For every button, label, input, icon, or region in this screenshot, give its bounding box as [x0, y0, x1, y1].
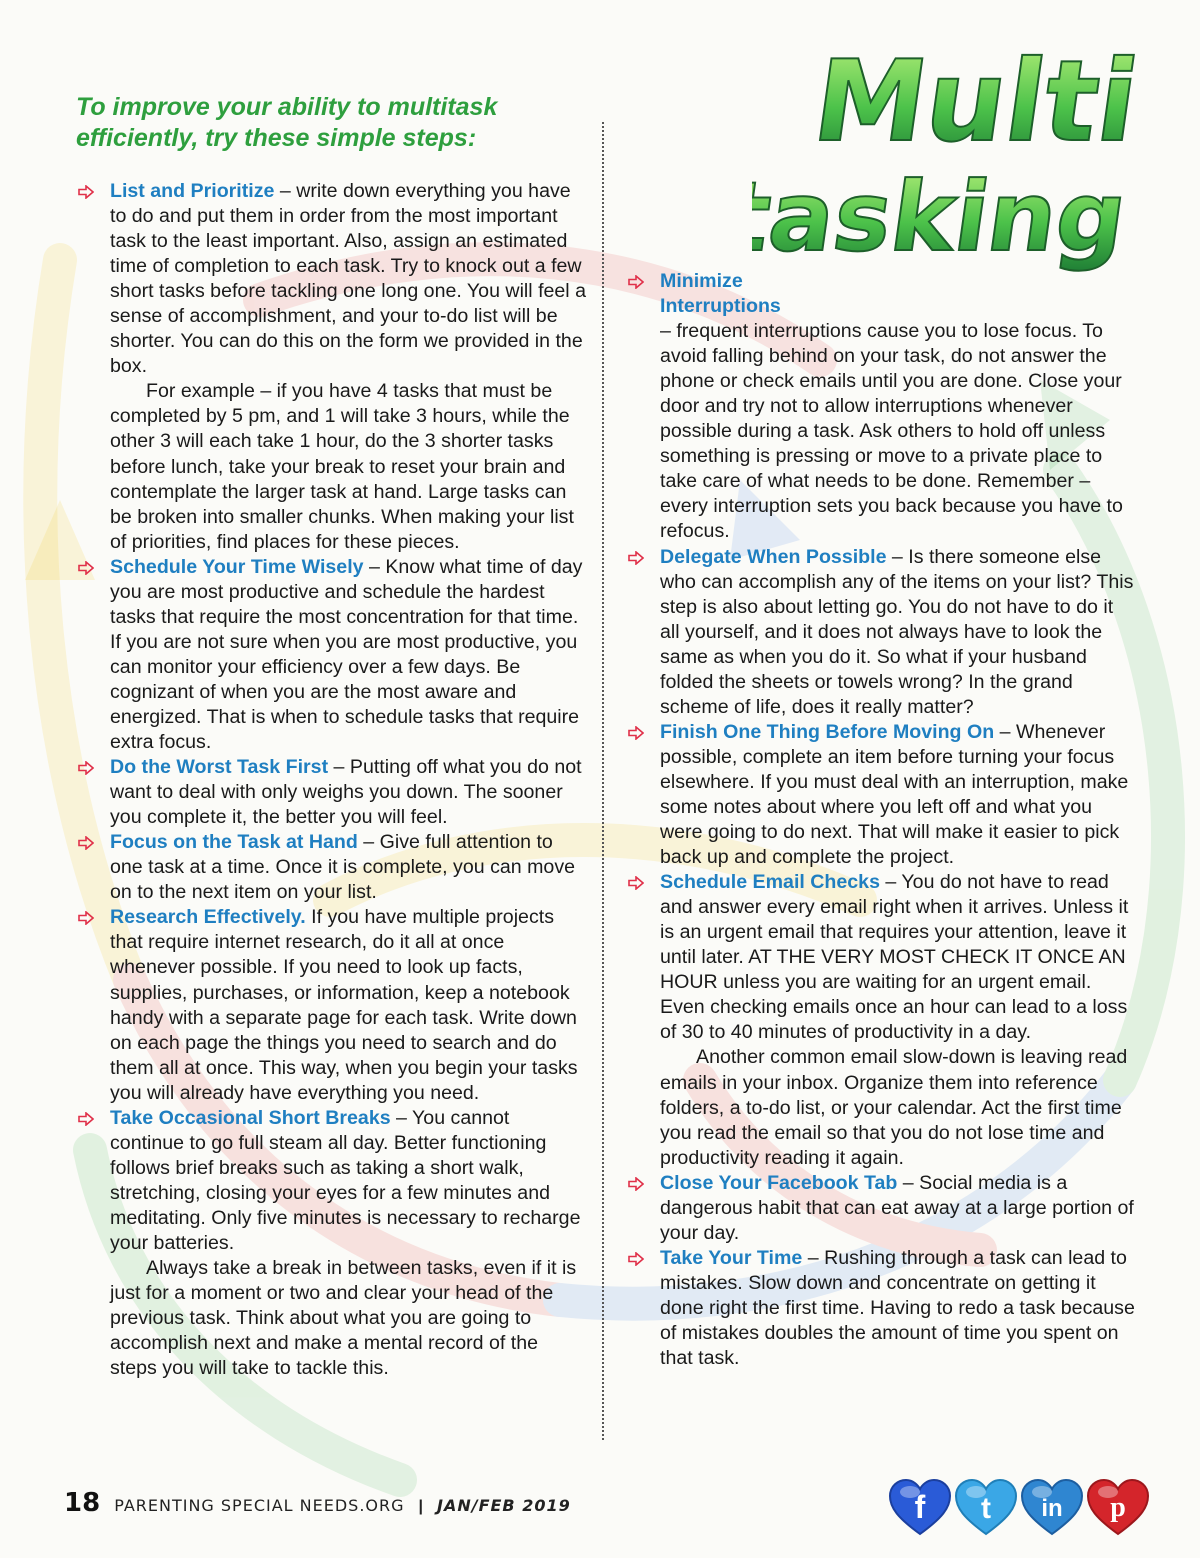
step-body: – frequent interruptions cause you to lose focus. To avoid falling behind on your task, do not answer the phone or check emails until you are done. Close your door and try not to allow interruptions whenever possible during a task. Ask others to hold off unless something is pressing or move to a private place to take care of what needs to be done. Remember – every interruption sets you back because you have to refocus. — [660, 320, 1123, 543]
svg-text:f: f — [914, 1489, 926, 1525]
pinterest-icon[interactable] — [1086, 1476, 1150, 1540]
list-item-delegate — [628, 545, 1138, 720]
linkedin-icon[interactable] — [1020, 1476, 1084, 1540]
step-heading: Research Effectively. — [110, 906, 306, 929]
step-heading: List and Prioritize — [110, 180, 275, 202]
step-body: – write down everything you have to do and put them in order from the most important task to the least important. Also, assign an estimated time of completion to each task. Try to knock out a few short tasks before tackling one long one. You will feel a sense of accomplishment, and your to-do list will be shorter. You can do this on the form we provided in the box. — [110, 180, 586, 378]
step-heading: Finish One Thing Before Moving On — [660, 720, 995, 743]
step-heading: Focus on the Task at Hand — [110, 831, 358, 854]
twitter-icon[interactable] — [954, 1476, 1018, 1540]
step-body: – Rushing through a task can lead to mistakes. Slow down and concentrate on getting it done right the first time. Having to redo a task because of mistakes doubles the amount of time you spent on that task. — [660, 1246, 1135, 1370]
list-item-research — [78, 905, 588, 1105]
intro-heading: To improve your ability to multitask efficiently, try these simple steps: — [76, 93, 498, 152]
multitasking-title — [752, 28, 1172, 278]
title-line-2: tasking — [752, 160, 1134, 273]
step-body: – You do not have to read and answer every email right when it arrives. Unless it is an urgent email that requires your attention, leave it until later. AT THE VERY MOST CHECK IT ONCE AN HOUR unless you are waiting for an urgent email. Even checking emails once an hour can lead to a loss of 30 to 40 minutes of productivity in a day. — [660, 871, 1129, 1044]
publication-name: PARENTING SPECIAL NEEDS.ORG — [114, 1496, 405, 1515]
list-item-worst-task — [78, 755, 588, 830]
title-graphic — [752, 28, 1172, 278]
step-heading-line-2: Interruptions — [660, 295, 781, 318]
arrow-bullet-icon — [78, 561, 94, 575]
step-body: If you have multiple projects that require internet research, do it all at once whenever possible. If you need to look up facts, supplies, purchases, or information, keep a notebook handy with a separate page for each task. Write down on each page the things you need to search and do them all at once. This way, when you begin your tasks you will already have everything you need. — [110, 906, 578, 1104]
step-heading: Take Occasional Short Breaks — [110, 1106, 391, 1129]
arrow-bullet-icon — [78, 836, 94, 850]
step-body: – Social media is a dangerous habit that can eat away at a large portion of your day. — [660, 1171, 1134, 1244]
list-item-facebook — [628, 1171, 1138, 1246]
arrow-bullet-icon — [628, 551, 644, 565]
arrow-bullet-icon — [628, 275, 644, 289]
example-paragraph: For example – if you have 4 tasks that must be completed by 5 pm, and 1 will take 3 hours, while the other 3 will each take 1 hour, do the 3 shorter tasks before lunch, take your break to reset your brain and contemplate the larger task at hand. Large tasks can be broken into smaller chunks. When making your list of priorities, find places for these pieces. — [110, 380, 574, 553]
list-item-email — [628, 870, 1138, 1171]
step-heading: Schedule Your Time Wisely — [110, 555, 364, 578]
step-heading: Take Your Time — [660, 1246, 803, 1269]
step-heading: Schedule Email Checks — [660, 871, 880, 894]
list-item-take-time — [628, 1246, 1138, 1371]
left-column — [78, 179, 588, 1381]
step-body: – Putting off what you do not want to deal with only weighs you down. The sooner you complete it, the better you will feel. — [110, 756, 582, 829]
step-body: – Know what time of day you are most productive and schedule the hardest tasks that require the most concentration for that time. If you are not sure when you are most productive, you can monitor your efficiency over a few days. Be cognizant of when you are the most aware and energized. That is when to schedule tasks that require extra focus. — [110, 555, 583, 754]
arrow-bullet-icon — [628, 1177, 644, 1191]
arrow-bullet-icon — [628, 1252, 644, 1266]
svg-text:p: p — [1110, 1492, 1126, 1523]
arrow-bullet-icon — [78, 911, 94, 925]
step-heading: Close Your Facebook Tab — [660, 1171, 898, 1194]
breaks-extra-paragraph: Always take a break in between tasks, even if it is just for a moment or two and clear your head of the previous task. Think about what you are going to accomplish next and make a mental record of the steps you will take to tackle this. — [110, 1257, 577, 1380]
arrow-bullet-icon — [628, 876, 644, 890]
list-item-interruptions — [628, 269, 1138, 545]
email-extra-paragraph: Another common email slow-down is leaving read emails in your inbox. Organize them into reference folders, a to-do list, or your calendar. Act the first time you read the email so that you do not lose time and productivity reading it again. — [660, 1046, 1128, 1169]
list-item-list-prioritize — [78, 179, 588, 555]
column-divider — [602, 122, 604, 1440]
arrow-bullet-icon — [78, 761, 94, 775]
step-body: – Is there someone else who can accomplish any of the items on your list? This step is also about letting go. You do not have to do it all yourself, and it does not always have to look the same as when you do it. So what if your husband folded the sheets or towels wrong? In the grand scheme of life, does it really matter? — [660, 545, 1134, 718]
step-heading: Do the Worst Task First — [110, 756, 329, 779]
list-item-schedule-time — [78, 555, 588, 755]
step-body: – You cannot continue to go full steam all day. Better functioning follows brief breaks such as taking a short walk, stretching, closing your eyes for a few minutes and meditating. Only five minutes is necessary to recharge your batteries. — [110, 1106, 581, 1254]
arrow-bullet-icon — [78, 185, 94, 199]
list-item-focus — [78, 830, 588, 905]
facebook-icon[interactable] — [888, 1476, 952, 1540]
step-body: – Give full attention to one task at a time. Once it is complete, you can move on to the next item on your list. — [110, 831, 576, 904]
step-heading: Delegate When Possible — [660, 545, 887, 568]
list-item-finish — [628, 720, 1138, 870]
svg-text:t: t — [981, 1492, 991, 1525]
issue-date: JAN/FEB 2019 — [437, 1496, 571, 1515]
arrow-bullet-icon — [628, 726, 644, 740]
list-prioritize-text — [110, 179, 588, 379]
page-number: 18 — [64, 1488, 101, 1518]
page-footer — [64, 1488, 571, 1518]
step-body: – Whenever possible, complete an item before turning your focus elsewhere. If you must deal with an interruption, make some notes about where you left off and what you were going to do next. That will make it easier to pick back up and complete the project. — [660, 720, 1129, 869]
step-heading: Minimize — [660, 270, 743, 292]
list-item-breaks — [78, 1106, 588, 1382]
svg-text:in: in — [1041, 1495, 1063, 1522]
title-line-1: Multi — [805, 36, 1146, 167]
footer-separator: | — [418, 1498, 423, 1515]
arrow-bullet-icon — [78, 1112, 94, 1126]
right-column — [628, 269, 1138, 1371]
